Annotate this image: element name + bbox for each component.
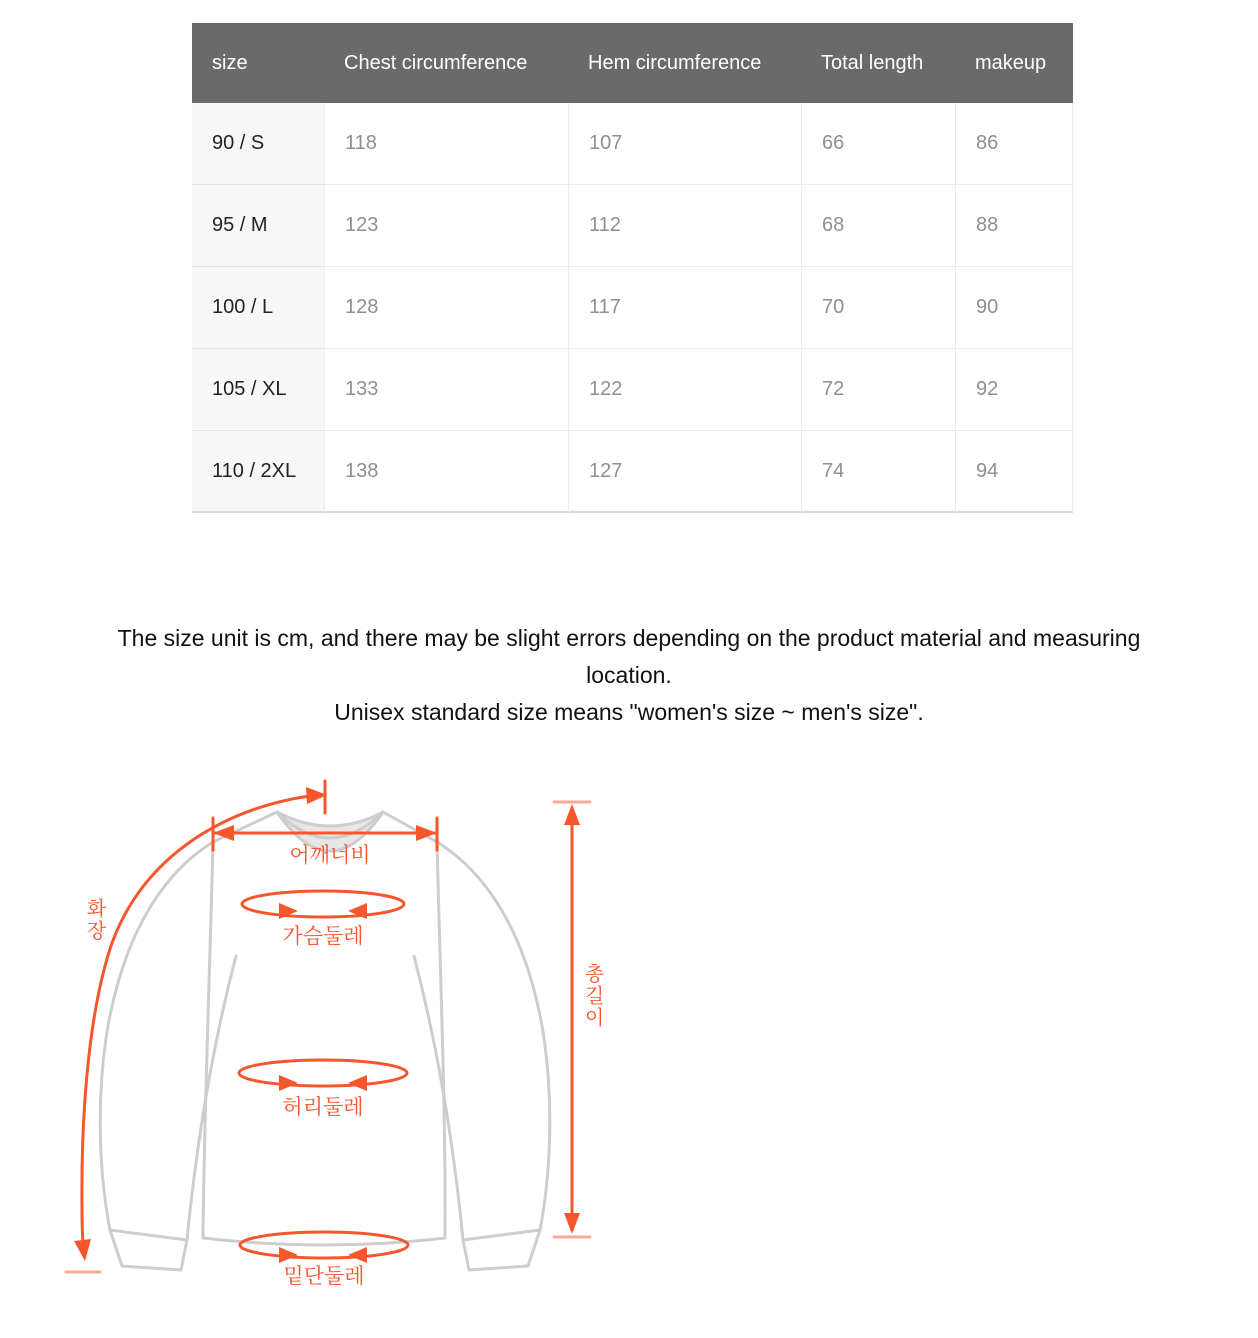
- size-table-header: [192, 23, 1073, 103]
- waist-arrowhead-right: [348, 1075, 367, 1091]
- measurement-diagram: [40, 778, 660, 1338]
- makeup-value: 86: [955, 103, 1073, 185]
- total-length-label: 총길이: [581, 963, 603, 1029]
- size-label: 105 / XL: [192, 349, 324, 431]
- table-row: [192, 267, 1073, 349]
- hem-value: 107: [568, 103, 801, 185]
- hem-value: 122: [568, 349, 801, 431]
- size-label: 90 / S: [192, 103, 324, 185]
- length-value: 66: [801, 103, 955, 185]
- chest-value: 128: [324, 267, 568, 349]
- hem-arrowhead-left: [279, 1247, 298, 1263]
- chest-circumference-label: 가슴둘레: [282, 925, 364, 948]
- size-chart: [192, 23, 1073, 513]
- waist-circumference-label: 허리둘레: [282, 1096, 364, 1119]
- sweater-outline: [100, 812, 550, 1270]
- hem-value: 112: [568, 185, 801, 267]
- chest-ellipse: [242, 891, 404, 917]
- table-row: [192, 349, 1073, 431]
- chest-value: 138: [324, 431, 568, 513]
- chest-value: 118: [324, 103, 568, 185]
- column-header-chest: Chest circumference: [324, 23, 568, 103]
- left-sleeve-seam: [187, 956, 236, 1240]
- hem-value: 127: [568, 431, 801, 513]
- size-unit-note: The size unit is cm, and there may be slight errors depending on the product material and measuring location.: [117, 625, 1141, 688]
- hem-circumference-label: 밑단둘레: [283, 1265, 365, 1288]
- size-notes: [99, 620, 1159, 731]
- waist-ellipse: [239, 1060, 407, 1086]
- size-label: 95 / M: [192, 185, 324, 267]
- size-label: 100 / L: [192, 267, 324, 349]
- length-value: 74: [801, 431, 955, 513]
- table-row: [192, 185, 1073, 267]
- makeup-value: 90: [955, 267, 1073, 349]
- makeup-value: 94: [955, 431, 1073, 513]
- makeup-value: 88: [955, 185, 1073, 267]
- hem-value: 117: [568, 267, 801, 349]
- right-sleeve-seam: [414, 956, 463, 1240]
- makeup-value: 92: [955, 349, 1073, 431]
- column-header-length: Total length: [801, 23, 955, 103]
- shoulder-width-label: 어깨너비: [289, 844, 371, 867]
- length-value: 68: [801, 185, 955, 267]
- sleeve-length-label: 화장: [83, 898, 105, 942]
- size-table: [192, 23, 1073, 513]
- sleeve-arrowhead-bottom: [74, 1239, 91, 1261]
- right-cuff: [463, 1230, 540, 1270]
- table-row: [192, 431, 1073, 513]
- table-row: [192, 103, 1073, 185]
- column-header-makeup: makeup: [955, 23, 1073, 103]
- hem-arrowhead-right: [348, 1247, 367, 1263]
- size-label: 110 / 2XL: [192, 431, 324, 513]
- column-header-size: size: [192, 23, 324, 103]
- chest-value: 123: [324, 185, 568, 267]
- length-value: 72: [801, 349, 955, 431]
- total-length-arrowhead-top: [564, 804, 580, 825]
- left-cuff: [110, 1230, 187, 1270]
- body-outline: [203, 812, 445, 1245]
- unisex-note: Unisex standard size means "women's size ~ men's size".: [334, 699, 924, 725]
- column-header-hem: Hem circumference: [568, 23, 801, 103]
- chest-value: 133: [324, 349, 568, 431]
- total-length-arrowhead-bottom: [564, 1213, 580, 1234]
- length-value: 70: [801, 267, 955, 349]
- waist-arrowhead-left: [279, 1075, 298, 1091]
